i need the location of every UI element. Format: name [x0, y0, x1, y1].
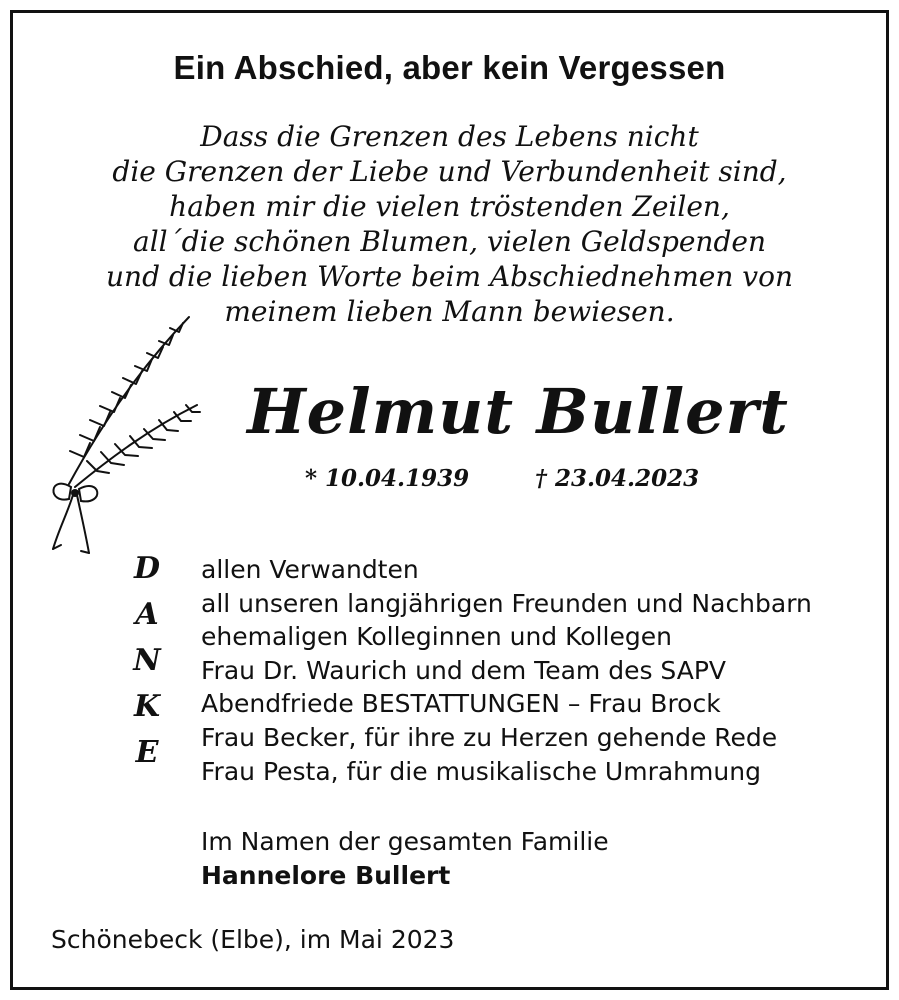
birth-date: * 10.04.1939: [305, 465, 470, 492]
place-and-date: Schönebeck (Elbe), im Mai 2023: [51, 925, 455, 954]
poem-line: die Grenzen der Liebe und Verbundenheit sind,: [112, 155, 787, 188]
thanks-item: Frau Dr. Waurich und dem Team des SAPV: [201, 655, 727, 685]
thanks-list: [201, 553, 812, 788]
poem-line: haben mir die vielen tröstenden Zeilen,: [169, 190, 730, 223]
danke-letter: N: [133, 643, 161, 678]
poem: [13, 119, 886, 329]
poem-line: all´die schönen Blumen, vielen Geldspenden: [133, 225, 766, 258]
danke-letter: E: [135, 735, 159, 770]
death-date: † 23.04.2023: [535, 465, 700, 492]
headline: Ein Abschied, aber kein Vergessen: [173, 49, 726, 86]
obituary-notice: [10, 10, 889, 990]
thanks-item: Abendfriede BESTATTUNGEN – Frau Brock: [201, 689, 721, 719]
thanks-item: Frau Becker, für ihre zu Herzen gehende Rede: [201, 722, 778, 752]
thanks-item: ehemaligen Kolleginnen und Kollegen: [201, 622, 672, 652]
signer-name: Hannelore Bullert: [201, 861, 451, 890]
thanks-item: allen Verwandten: [201, 555, 419, 584]
thanks-item: Frau Pesta, für die musikalische Umrahmung: [201, 756, 761, 786]
danke-acrostic: [121, 549, 173, 779]
poem-line: und die lieben Worte beim Abschiednehmen von: [106, 260, 793, 293]
thanks-item: all unseren langjährigen Freunden und Nachbarn: [201, 588, 812, 618]
deceased-name: Helmut Bullert: [247, 375, 789, 448]
closing: [201, 825, 609, 893]
closing-line: Im Namen der gesamten Familie: [201, 827, 609, 856]
fir-branch-with-bow-icon: [39, 309, 209, 559]
poem-line: Dass die Grenzen des Lebens nicht: [200, 120, 699, 153]
danke-letter: D: [133, 551, 160, 586]
poem-line: meinem lieben Mann bewiesen.: [224, 295, 675, 328]
danke-letter: A: [135, 597, 159, 632]
danke-letter: K: [133, 689, 161, 724]
